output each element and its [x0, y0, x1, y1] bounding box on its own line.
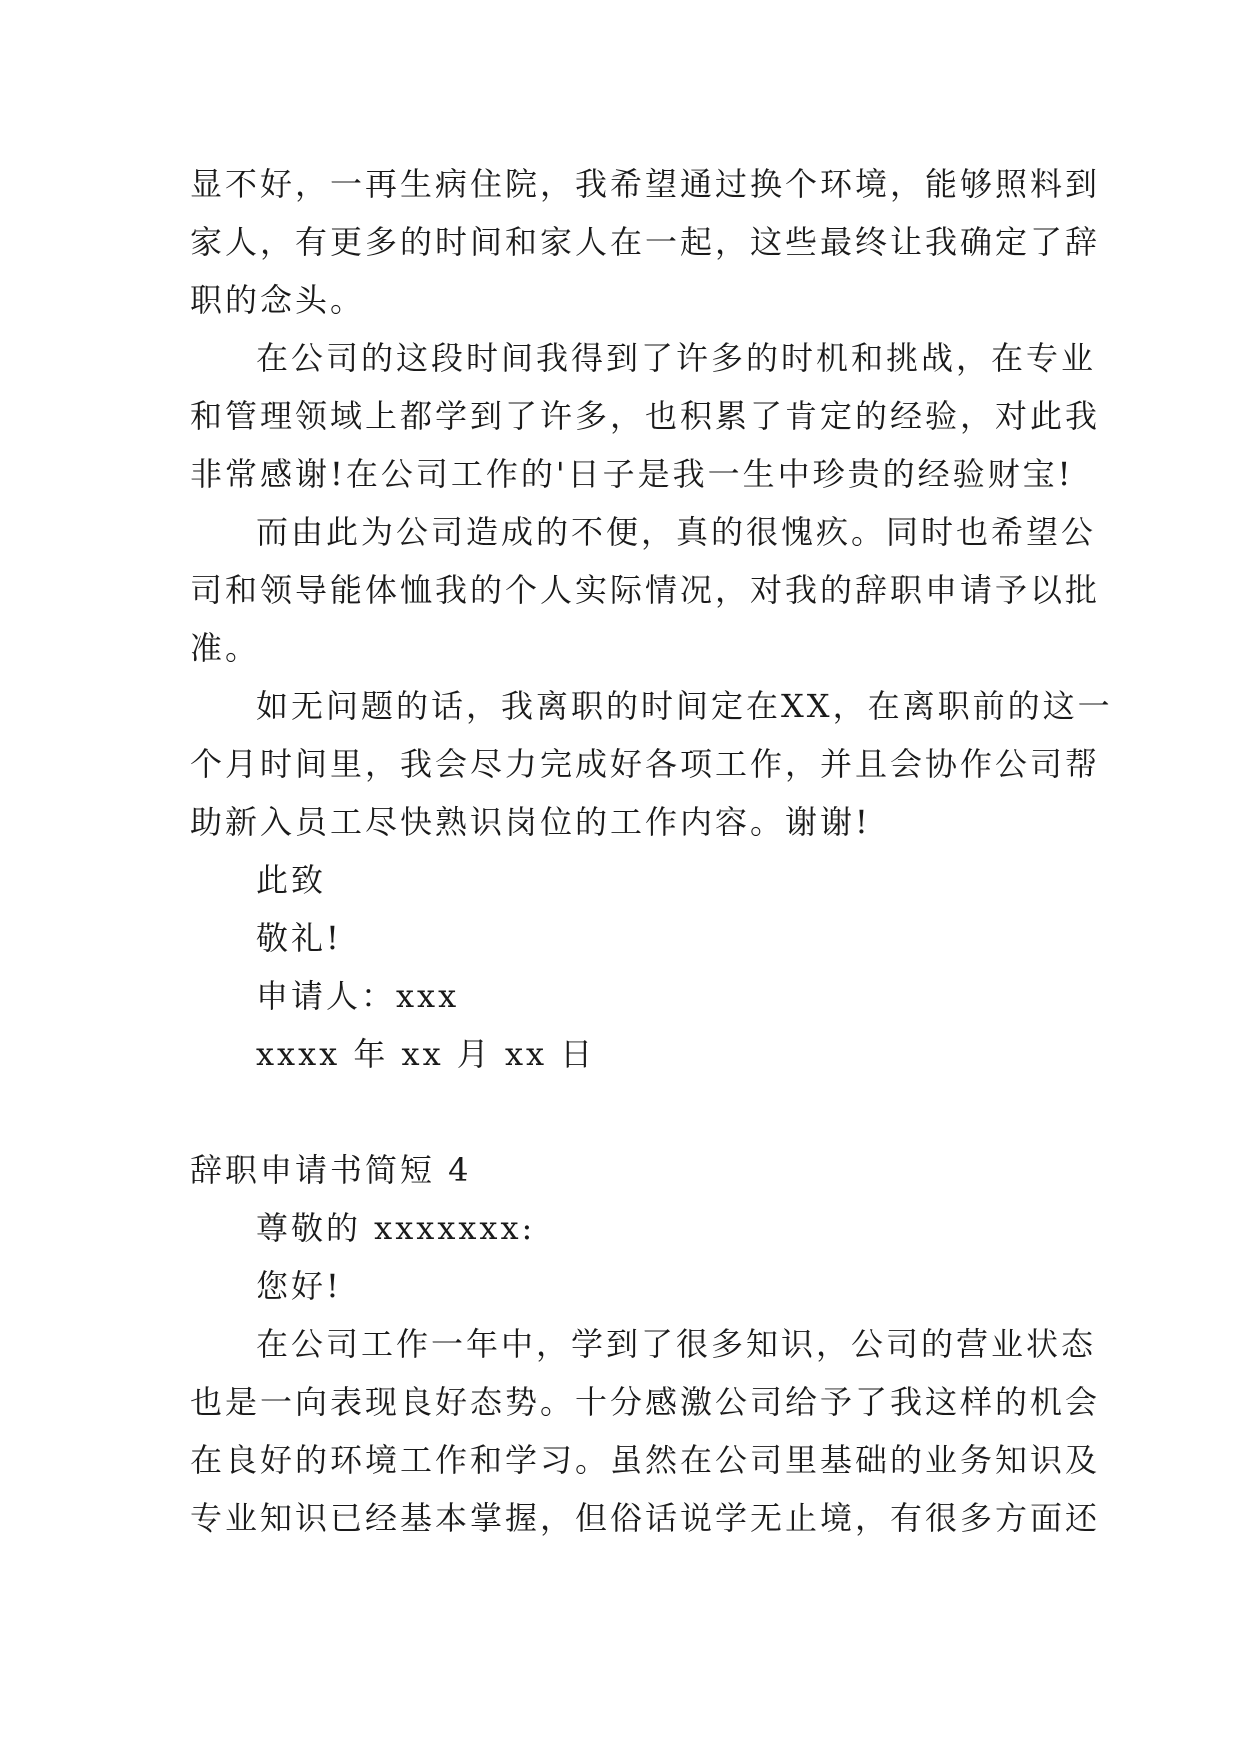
paragraph-line: 也是一向表现良好态势。十分感激公司给予了我这样的机会	[190, 1383, 1101, 1421]
letter-addressee: 尊敬的 xxxxxxx:	[256, 1209, 536, 1247]
section-heading: 辞职申请书简短 4	[190, 1151, 472, 1189]
letter-greeting: 您好!	[256, 1267, 342, 1305]
paragraph-health-reason	[190, 155, 1101, 329]
paragraph-line: 和管理领域上都学到了许多，也积累了肯定的经验，对此我	[190, 397, 1101, 435]
paragraph-line: 在公司工作一年中，学到了很多知识，公司的营业状态	[256, 1325, 1097, 1363]
paragraph-line: 显不好，一再生病住院，我希望通过换个环境，能够照料到	[190, 165, 1101, 203]
applicant-signature: 申请人：xxx	[256, 977, 460, 1015]
paragraph-line: 个月时间里，我会尽力完成好各项工作，并且会协作公司帮	[190, 745, 1101, 783]
paragraph-line: 助新入员工尽快熟识岗位的工作内容。谢谢!	[190, 803, 871, 841]
paragraph-line: 准。	[190, 629, 261, 667]
paragraph-line: 职的念头。	[190, 281, 366, 319]
letter-opening	[190, 1199, 1060, 1315]
closing-salutation: 此致	[256, 861, 327, 899]
paragraph-line: 如无问题的话，我离职的时间定在XX，在离职前的这一	[256, 687, 1113, 725]
paragraph-apology	[190, 503, 1101, 677]
section-title	[190, 1141, 1060, 1199]
paragraph-line: 在良好的环境工作和学习。虽然在公司里基础的业务知识及	[190, 1441, 1101, 1479]
paragraph-line: 司和领导能体恤我的个人实际情况，对我的辞职申请予以批	[190, 571, 1101, 609]
paragraph-line: 在公司的这段时间我得到了许多的时机和挑战，在专业	[256, 339, 1097, 377]
paragraph-work-experience	[190, 1315, 1101, 1547]
paragraph-departure-date	[190, 677, 1113, 851]
paragraph-line: 家人，有更多的时间和家人在一起，这些最终让我确定了辞	[190, 223, 1101, 261]
letter-date: xxxx 年 xx 月 xx 日	[256, 1035, 596, 1073]
closing-block	[190, 851, 1060, 1083]
closing-regards: 敬礼!	[256, 919, 342, 957]
paragraph-line: 而由此为公司造成的不便，真的很愧疚。同时也希望公	[256, 513, 1097, 551]
paragraph-gratitude	[190, 329, 1101, 503]
paragraph-line: 非常感谢!在公司工作的'日子是我一生中珍贵的经验财宝!	[190, 455, 1074, 493]
paragraph-line: 专业知识已经基本掌握，但俗话说学无止境，有很多方面还	[190, 1499, 1101, 1537]
